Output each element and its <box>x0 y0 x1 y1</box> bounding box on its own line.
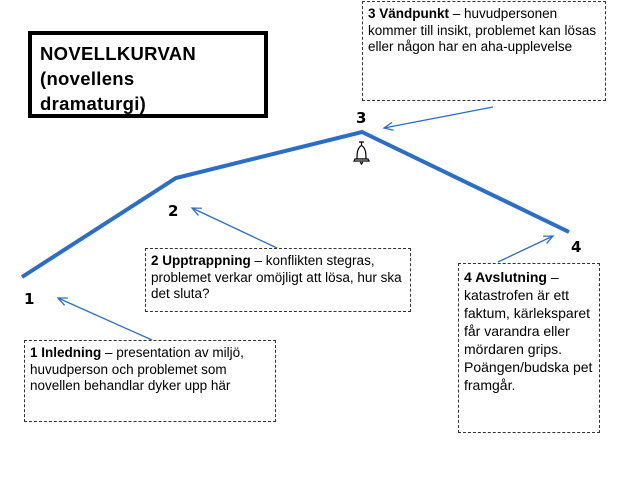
arrow-stage-1 <box>58 298 152 340</box>
arrow-stage-3 <box>384 107 493 128</box>
stage-number-3: 3 <box>356 109 367 127</box>
note-stage-1-heading: 1 Inledning <box>30 345 102 360</box>
arrow-stage-2 <box>192 208 277 248</box>
stage-number-2: 2 <box>168 202 179 220</box>
bell-icon <box>354 142 369 164</box>
note-stage-1 <box>24 340 276 422</box>
note-stage-3-text: – huvudpersonen kommer till insikt, problemet kan lösas eller någon har en aha-upplevelse <box>368 6 597 54</box>
note-stage-1-text: – presentation av miljö, huvudperson och problemet som novellen behandlar dyker upp här <box>30 345 244 393</box>
note-stage-3 <box>362 1 606 101</box>
note-stage-4-text: – katastrofen är ett faktum, kärleksparet får varandra eller mördaren grips. Poängen/budska pet framgår. <box>464 269 593 393</box>
title-box <box>28 31 268 118</box>
note-stage-2-heading: 2 Upptrappning <box>151 253 251 268</box>
note-stage-4-heading: 4 Avslutning <box>464 269 547 285</box>
arrow-stage-4 <box>498 236 553 262</box>
stage-number-1: 1 <box>24 290 35 308</box>
title-line-1: NOVELLKURVAN <box>40 43 197 64</box>
note-stage-3-heading: 3 Vändpunkt <box>368 6 450 21</box>
note-stage-2 <box>145 248 411 312</box>
title-line-2: (novellens <box>40 68 135 89</box>
title-line-3: dramaturgi) <box>40 93 147 114</box>
note-stage-4 <box>458 263 600 433</box>
stage-number-4: 4 <box>571 238 582 256</box>
note-stage-2-text: – konflikten stegras, problemet verkar omöjligt att lösa, hur ska det sluta? <box>151 253 402 301</box>
